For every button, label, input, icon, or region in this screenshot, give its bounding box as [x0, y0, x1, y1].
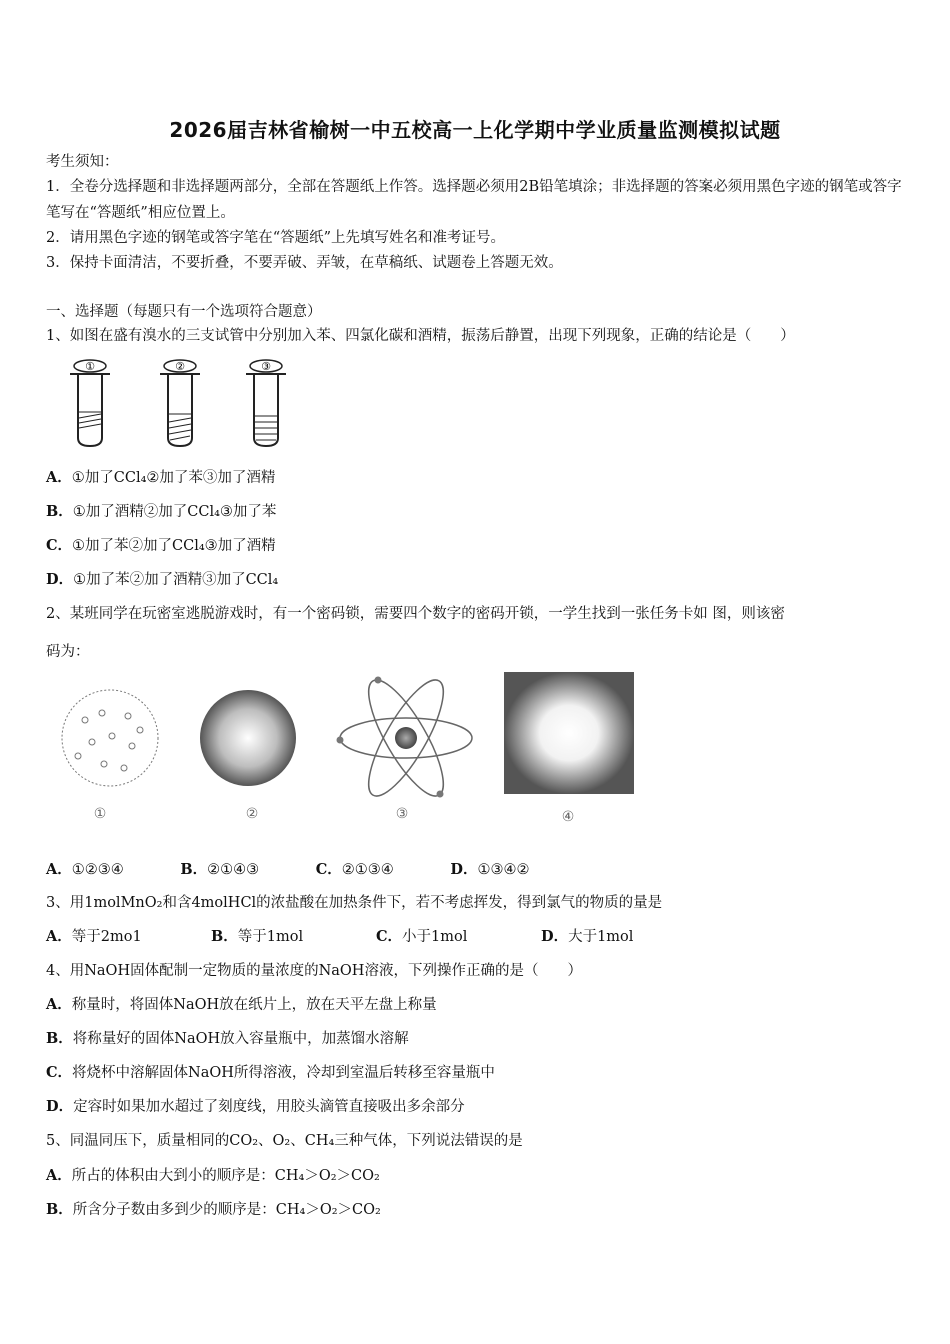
option-text: ②①④③ [207, 862, 260, 878]
electron-cloud-model [504, 672, 634, 794]
option-letter: A． [46, 469, 72, 486]
option-text: 大于1mol [568, 929, 634, 945]
option-letter: C． [46, 1064, 73, 1081]
page-title: 2026届吉林省榆树一中五校高一上化学期中学业质量监测模拟试题 [169, 118, 781, 142]
option-letter: D． [46, 1098, 74, 1115]
option-text: 所含分子数由多到少的顺序是：CH₄＞O₂＞CO₂ [72, 1202, 381, 1218]
tube-2 [160, 360, 200, 446]
q5-option-a [46, 1166, 380, 1186]
tube-label-2: ② [175, 360, 185, 373]
q5-stem: 5、同温同压下，质量相同的CO₂、O₂、CH₄三种气体，下列说法错误的是 [46, 1133, 523, 1149]
q5-option-b [46, 1200, 381, 1220]
q3-options [46, 927, 633, 947]
figure-label-3: ③ [395, 806, 409, 822]
q2-option-a [46, 862, 162, 878]
option-letter: A． [46, 1167, 72, 1184]
option-letter: B． [211, 928, 238, 945]
option-text: ①加了酒精②加了CCl₄③加了苯 [72, 504, 277, 520]
q1-stem: 1、如图在盛有溴水的三支试管中分别加入苯、四氯化碳和酒精，振荡后静置，出现下列现象，正确的结论是（ ） [46, 328, 795, 344]
option-letter: C． [46, 537, 73, 554]
q2-stem-line2: 码为： [46, 644, 90, 660]
option-letter: D． [46, 571, 74, 588]
q1-option-b [46, 502, 276, 522]
notice-item-1: 1．全卷分选择题和非选择题两部分，全部在答题纸上作答。选择题必须用2B铅笔填涂；非选择题的答案必须用黑色字迹的钢笔或答字笔写在“答题纸”相应位置上。 [46, 179, 902, 221]
option-text: 定容时如果加水超过了刻度线，用胶头滴管直接吸出多余部分 [73, 1099, 465, 1115]
option-text: 将烧杯中溶解固体NaOH所得溶液，冷却到室温后转移至容量瓶中 [72, 1065, 495, 1081]
option-text: 称量时，将固体NaOH放在纸片上，放在天平左盘上称量 [71, 997, 437, 1013]
option-letter: C． [315, 861, 342, 878]
notice-item-2: 2．请用黑色字迹的钢笔或答字笔在“答题纸”上先填写姓名和准考证号。 [46, 230, 506, 246]
option-letter: D． [541, 928, 569, 945]
option-letter: B． [46, 503, 73, 520]
q4-option-d [46, 1097, 465, 1117]
test-tubes-figure [60, 358, 310, 448]
option-text: ①③④② [477, 862, 530, 878]
tube-label-1: ① [85, 360, 95, 373]
q4-option-b [46, 1029, 409, 1049]
option-letter: A． [46, 861, 72, 878]
q4-option-a [46, 995, 437, 1015]
q1-option-d [46, 570, 278, 590]
option-text: 等于2mo1 [71, 929, 142, 945]
option-letter: B． [180, 861, 208, 878]
tube-3 [246, 360, 286, 446]
section-heading: 一、选择题（每题只有一个选项符合题意） [46, 304, 322, 320]
atomic-models-figure [40, 668, 660, 828]
option-text: ②①③④ [341, 862, 394, 878]
q3-option-c [376, 927, 541, 947]
q4-stem: 4、用NaOH固体配制一定物质的量浓度的NaOH溶液，下列操作正确的是（ ） [46, 963, 582, 979]
option-letter: C． [376, 928, 403, 945]
option-text: ①加了CCl₄②加了苯③加了酒精 [71, 470, 276, 486]
option-letter: B． [46, 1201, 73, 1218]
q3-option-d [541, 927, 633, 947]
figure-label-4: ④ [561, 809, 575, 825]
figure-label-1: ① [93, 806, 107, 822]
q2-stem-line1: 2、某班同学在玩密室逃脱游戏时，有一个密码锁，需要四个数字的密码开锁，一学生找到一张任务卡如 图，则该密 [46, 606, 785, 622]
option-text: 小于1mol [402, 929, 468, 945]
notice-heading: 考生须知： [46, 154, 119, 170]
tube-1 [70, 360, 110, 446]
option-letter: D． [450, 861, 478, 878]
q1-option-a [46, 468, 275, 488]
q2-options [46, 860, 605, 880]
bohr-atom-model [337, 671, 473, 805]
cloud-sphere-model [200, 690, 296, 786]
option-text: 等于1mol [237, 929, 304, 945]
figure-label-2: ② [245, 806, 259, 822]
tube-label-3: ③ [261, 360, 271, 373]
q1-option-c [46, 536, 276, 556]
q4-option-c [46, 1063, 495, 1083]
option-text: 所占的体积由大到小的顺序是：CH₄＞O₂＞CO₂ [71, 1168, 380, 1184]
option-letter: B． [46, 1030, 73, 1047]
q2-option-d [450, 862, 567, 878]
option-text: ①加了苯②加了CCl₄③加了酒精 [72, 538, 276, 554]
q3-option-a [46, 927, 211, 947]
option-text: ①②③④ [71, 862, 124, 878]
q3-option-b [211, 927, 376, 947]
q2-option-c [316, 862, 432, 878]
option-letter: A． [46, 996, 72, 1013]
q2-option-b [180, 862, 297, 878]
plum-pudding-model [62, 690, 158, 786]
option-letter: A． [46, 928, 72, 945]
q3-stem: 3、用1molMnO₂和含4molHCl的浓盐酸在加热条件下，若不考虑挥发，得到氯气的物质的量是 [46, 895, 663, 911]
option-text: 将称量好的固体NaOH放入容量瓶中，加蒸馏水溶解 [72, 1031, 409, 1047]
option-text: ①加了苯②加了酒精③加了CCl₄ [73, 572, 279, 588]
notice-item-3: 3．保持卡面清洁，不要折叠，不要弄破、弄皱，在草稿纸、试题卷上答题无效。 [46, 255, 563, 271]
